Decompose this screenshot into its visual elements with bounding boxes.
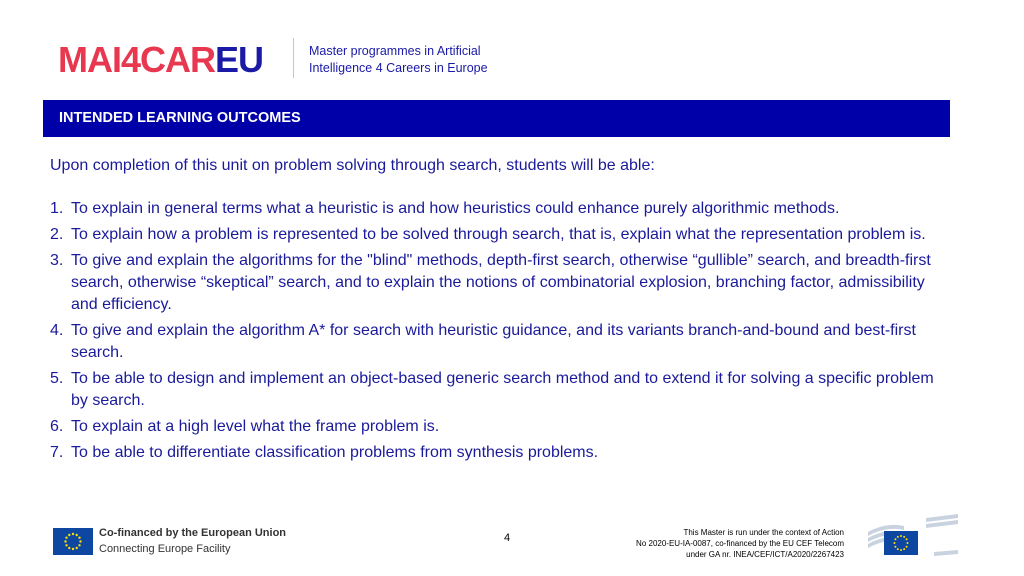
eu-cofinance-badge: [53, 525, 286, 557]
funding-notice: [636, 527, 844, 560]
tagline-line-2: Intelligence 4 Careers in Europe: [309, 61, 488, 75]
logo-part-mai4car: MAI4CAR: [58, 39, 216, 80]
list-item: [50, 250, 950, 316]
european-commission-logo-icon: [866, 512, 960, 560]
page-number: 4: [503, 532, 511, 544]
item-text: To be able to design and implement an object-based generic search method and to extend it for solving a specific problem by search.: [71, 370, 934, 409]
notice-line-1: This Master is run under the context of Action: [683, 528, 844, 537]
list-item: [50, 198, 950, 220]
list-item: [50, 416, 950, 438]
item-number: 7.: [50, 444, 64, 461]
eu-cofinanced-text: Co-financed by the European Union: [99, 527, 287, 539]
section-banner: [43, 100, 950, 137]
cef-text: Connecting Europe Facility: [99, 543, 231, 555]
mai4careu-logo: [58, 40, 263, 80]
intro-text: Upon completion of this unit on problem solving through search, students will be able:: [50, 157, 655, 174]
item-number: 5.: [50, 370, 64, 387]
list-item: [50, 368, 950, 412]
notice-line-2: No 2020-EU-IA-0087, co-financed by the EU CEF Telecom: [636, 539, 844, 548]
item-number: 1.: [50, 200, 64, 217]
banner-title: INTENDED LEARNING OUTCOMES: [59, 110, 301, 126]
item-number: 2.: [50, 226, 64, 243]
item-text: To be able to differentiate classification problems from synthesis problems.: [71, 444, 599, 461]
tagline: [309, 43, 529, 77]
notice-line-3: under GA nr. INEA/CEF/ICT/A2020/2267423: [686, 550, 844, 559]
item-number: 3.: [50, 252, 64, 269]
item-text: To give and explain the algorithm A* for search with heuristic guidance, and its variants branch-and-bound and best-first search.: [71, 322, 916, 361]
item-text: To give and explain the algorithms for the "blind" methods, depth-first search, otherwise “gullible” search, and breadth-first search, otherwise “skeptical” search, and to explain the notions of combinatorial explosion, branching factor, admissibility and efficiency.: [71, 252, 931, 313]
item-text: To explain at a high level what the frame problem is.: [71, 418, 440, 435]
list-item: [50, 320, 950, 364]
item-number: 4.: [50, 322, 64, 339]
list-item: [50, 442, 950, 464]
outcomes-list: [50, 198, 950, 468]
logo-part-eu: EU: [215, 39, 264, 80]
item-number: 6.: [50, 418, 64, 435]
item-text: To explain in general terms what a heuristic is and how heuristics could enhance purely algorithmic methods.: [71, 200, 840, 217]
item-text: To explain how a problem is represented to be solved through search, that is, explain what the representation problem is.: [71, 226, 926, 243]
logo-divider: [293, 38, 294, 78]
eu-flag-icon: [53, 528, 93, 555]
list-item: [50, 224, 950, 246]
tagline-line-1: Master programmes in Artificial: [309, 44, 481, 58]
